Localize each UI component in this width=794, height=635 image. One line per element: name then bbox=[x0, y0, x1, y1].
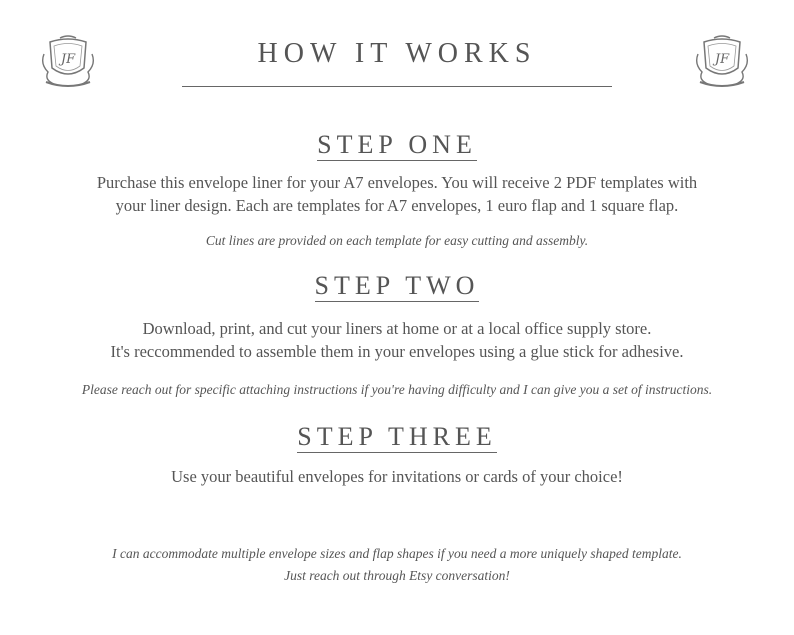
step-one-heading bbox=[0, 130, 794, 160]
footer-note bbox=[0, 543, 794, 587]
step-two-line-1: Download, print, and cut your liners at home or at a local office supply store. bbox=[142, 319, 652, 338]
footer-line-1: I can accommodate multiple envelope sizes and flap shapes if you need a more uniquely shaped template. bbox=[112, 546, 682, 561]
step-two-heading bbox=[0, 271, 794, 301]
footer-line-2: Just reach out through Etsy conversation! bbox=[284, 568, 510, 583]
step-three-line-1: Use your beautiful envelopes for invitations or cards of your choice! bbox=[171, 467, 623, 486]
step-two-body bbox=[0, 317, 794, 363]
step-one-line-1: Purchase this envelope liner for your A7 envelopes. You will receive 2 PDF templates with bbox=[96, 173, 698, 192]
step-one-line-2: your liner design. Each are templates for A7 envelopes, 1 euro flap and 1 square flap. bbox=[115, 196, 679, 215]
step-two-line-2: It's reccommended to assemble them in your envelopes using a glue stick for adhesive. bbox=[110, 342, 684, 361]
step-one-body bbox=[0, 171, 794, 217]
step-one-note: Cut lines are provided on each template for easy cutting and assembly. bbox=[205, 233, 589, 248]
step-two-heading-text: STEP TWO bbox=[314, 271, 480, 300]
crest-monogram: JF bbox=[60, 52, 76, 67]
crest-monogram: JF bbox=[714, 52, 730, 67]
page-title: HOW IT WORKS bbox=[257, 38, 537, 69]
step-three-body bbox=[0, 465, 794, 488]
step-three-heading-text: STEP THREE bbox=[297, 422, 497, 451]
step-one-heading-text: STEP ONE bbox=[317, 130, 477, 159]
step-two-note: Please reach out for specific attaching instructions if you're having difficulty and I can give you a set of instructions. bbox=[81, 382, 713, 397]
title-divider bbox=[182, 86, 612, 87]
step-three-heading bbox=[0, 422, 794, 452]
